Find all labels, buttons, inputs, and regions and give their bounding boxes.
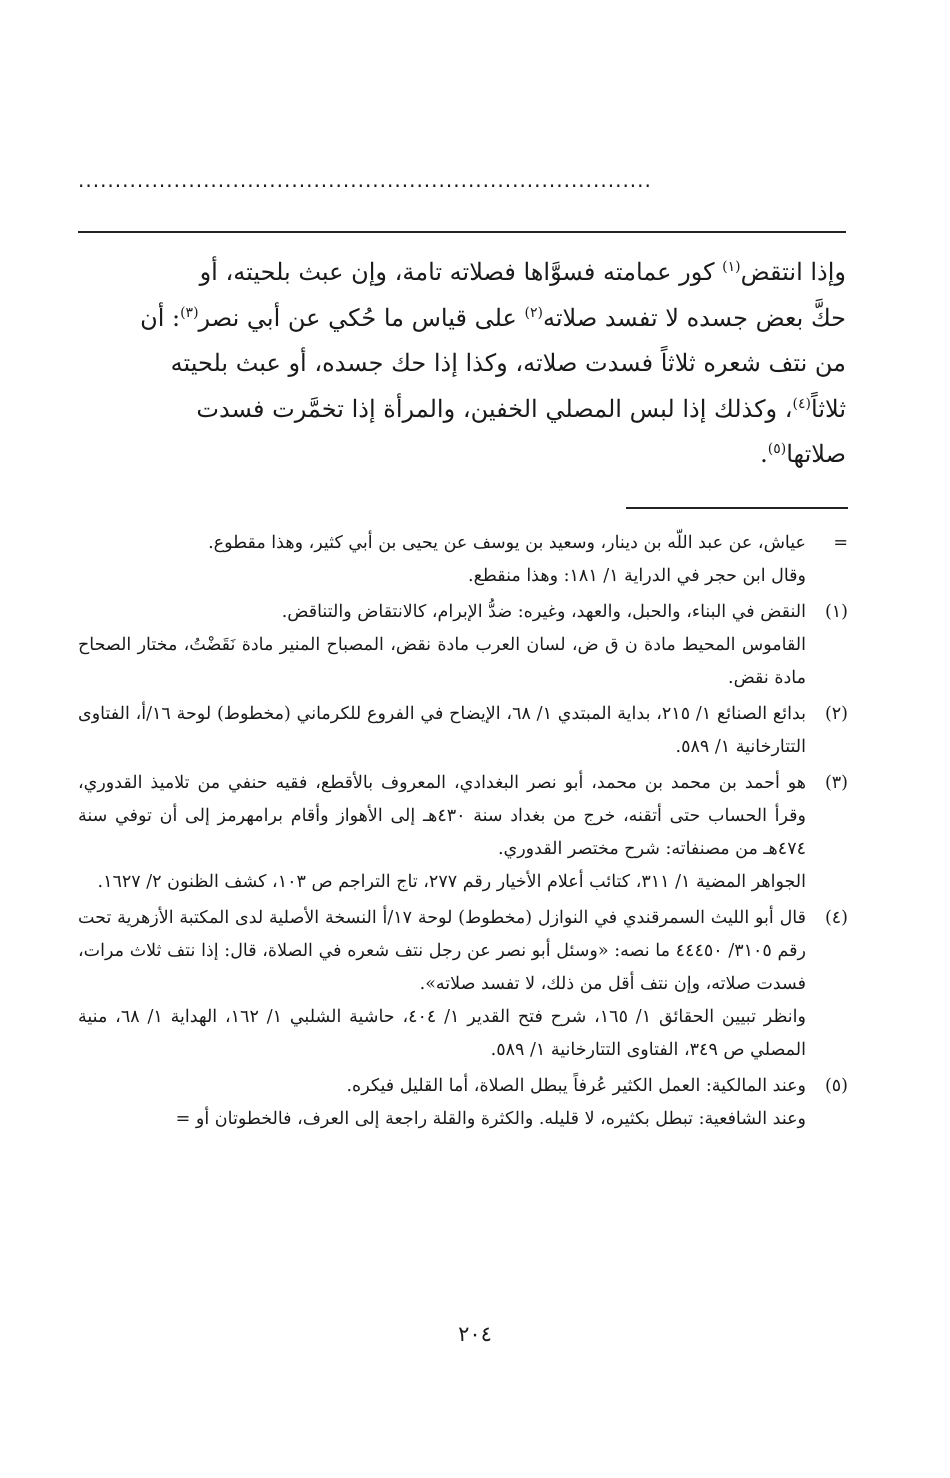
- footnote-paragraph: عياش، عن عبد اللّه بن دينار، وسعيد بن يوسف عن يحيى بن أبي كثير، وهذا مقطوع.: [208, 533, 806, 553]
- footnote-paragraph: وقال ابن حجر في الدراية ١/ ١٨١: وهذا منقطع.: [468, 566, 806, 586]
- footnote-body: [78, 1070, 806, 1136]
- footnote-marker: (٣): [180, 304, 199, 321]
- footnote: [78, 1070, 848, 1136]
- footnote-paragraph: النقض في البناء، والحبل، والعهد، وغيره: ضدُّ الإبرام، كالانتقاض والتناقض.: [281, 602, 806, 622]
- footnote-paragraph: الجواهر المضية ١/ ٣١١، كتائب أعلام الأخيار رقم ٢٧٧، تاج التراجم ص ١٠٣، كشف الظنون ٢/ ١٦٢٧.: [97, 872, 806, 892]
- main-text-line: [78, 296, 846, 342]
- footnote: [78, 698, 848, 764]
- footnote-marker: (٥): [767, 441, 787, 457]
- footnote-number: (١): [824, 602, 848, 622]
- dotted-separator: ..............................................................................: [78, 168, 652, 192]
- footnote-number: (٢): [824, 704, 848, 724]
- main-text-span: صلاتها: [786, 440, 846, 468]
- footnote-paragraph: بدائع الصنائع ١/ ٢١٥، بداية المبتدي ١/ ٦٨، الإيضاح في الفروع للكرماني (مخطوط) لوحة ١٦/أ، الفتاوى التتارخانية ١/ ٥٨٩.: [78, 704, 807, 757]
- footnote-body: [78, 698, 806, 764]
- main-text-span: ثلاثاً: [811, 394, 846, 423]
- main-text-span: حكَّ بعض جسده لا تفسد صلاته: [542, 303, 846, 332]
- footnote-body: [78, 767, 806, 899]
- footnote-paragraph: القاموس المحيط مادة ن ق ض، لسان العرب مادة نقض، المصباح المنير مادة نَقَضْتُ، مختار الصحاح مادة نقض.: [78, 635, 806, 688]
- footnote-body: [78, 902, 806, 1067]
- main-text-span: من نتف شعره ثلاثاً فسدت صلاته، وكذا إذا حك جسده، أو عبث بلحيته: [170, 349, 846, 377]
- main-text-span: وإذا انتقض: [740, 258, 846, 286]
- footnotes: [78, 527, 848, 1139]
- footnote-number: (٣): [824, 773, 848, 793]
- footnote-paragraph: قال أبو الليث السمرقندي في النوازل (مخطوط) لوحة ١٧/أ النسخة الأصلية لدى المكتبة الأزهرية تحت رقم ٣١٠٥/ ٤٤٤٥٠ ما نصه: «وسئل أبو نصر عن رجل نتف شعره في الصلاة، قال: إذا نتف ثلاث مرات، فسدت صلاته، وإن نتف أقل من ذلك، لا تفسد صلاته».: [78, 908, 806, 994]
- footnote-body: [78, 596, 806, 695]
- footnote-number: (٥): [824, 1076, 848, 1096]
- footnote-paragraph: وانظر تبيين الحقائق ١/ ١٦٥، شرح فتح القدير ١/ ٤٠٤، حاشية الشلبي ١/ ١٦٢، الهداية ١/ ٦٨، منية المصلي ص ٣٤٩، الفتاوى التتارخانية ١/ ٥٨٩.: [78, 1007, 806, 1060]
- footnote: [78, 767, 848, 899]
- main-text-span: ، وكذلك إذا لبس المصلي الخفين، والمرأة إذا تخمَّرت فسدت: [196, 394, 793, 423]
- footnote-marker: (١): [722, 259, 741, 275]
- main-text-line: [78, 387, 846, 433]
- footnote-marker: (٢): [524, 304, 543, 321]
- main-text-line: [78, 341, 846, 387]
- main-text: [78, 250, 846, 478]
- footnote: [78, 596, 848, 695]
- main-text-line: [78, 432, 846, 478]
- main-text-span: : أن: [140, 303, 181, 332]
- footnote-rule: [626, 507, 848, 509]
- footnote-marker: (٤): [792, 395, 811, 412]
- footnote-number: (٤): [824, 908, 848, 928]
- footnote-paragraph: وعند المالكية: العمل الكثير عُرفاً يبطل الصلاة، أما القليل فيكره.: [346, 1076, 806, 1096]
- footnote-paragraph: وعند الشافعية: تبطل بكثيره، لا قليله. والكثرة والقلة راجعة إلى العرف، فالخطوتان أو =: [175, 1109, 806, 1129]
- page-number: ٢٠٤: [458, 1322, 492, 1346]
- main-text-line: [78, 250, 846, 296]
- footnote: [78, 527, 848, 593]
- footnote-body: [78, 527, 806, 593]
- main-text-span: كور عمامته فسوَّاها فصلاته تامة، وإن عبث بلحيته، أو: [199, 258, 723, 286]
- footnote-number: =: [833, 533, 848, 553]
- main-text-span: على قياس ما حُكي عن أبي نصر: [198, 303, 525, 332]
- footnote-paragraph: هو أحمد بن محمد بن محمد، أبو نصر البغدادي، المعروف بالأقطع، فقيه حنفي من تلاميذ القدوري، وقرأ الحساب حتى أتقنه، خرج من بغداد سنة ٤٣٠هـ إلى الأهواز وأقام برامهرمز إلى أن توفي سنة ٤٧٤هـ من مصنفاته: شرح مختصر القدوري.: [78, 773, 806, 859]
- top-rule: [78, 231, 846, 233]
- main-text-span: .: [760, 440, 768, 468]
- footnote: [78, 902, 848, 1067]
